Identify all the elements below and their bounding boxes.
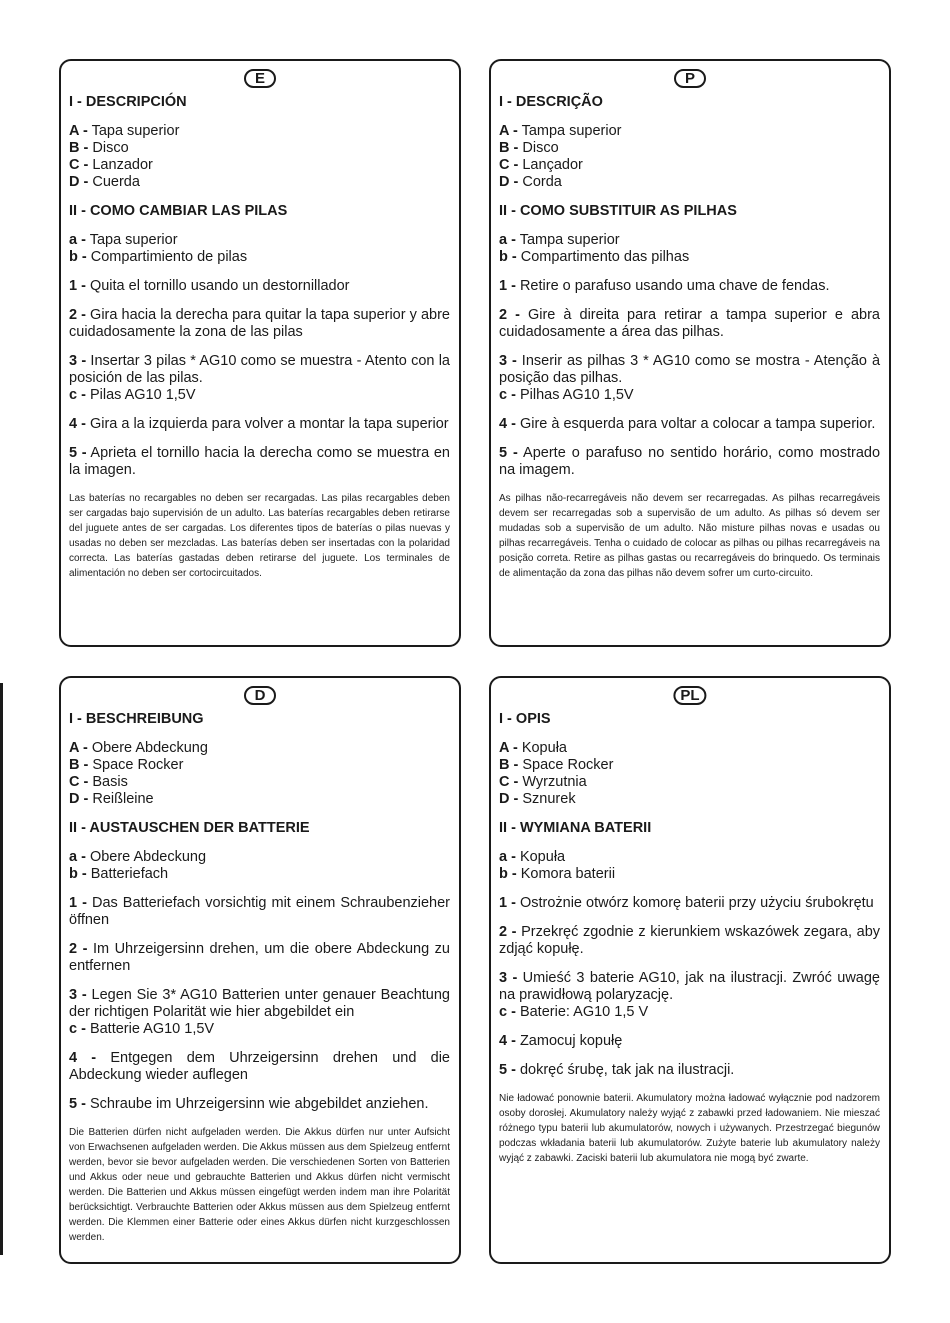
parts-list: [69, 740, 450, 808]
item-text: Kopuła: [515, 849, 566, 865]
item-key: b -: [69, 866, 87, 882]
item-key: D -: [69, 174, 89, 190]
item-text: Entgegen dem Uhrzeigersinn drehen und die Abdeckung wieder auflegen: [69, 1050, 450, 1083]
parts-list: [499, 123, 880, 191]
step-2: [499, 924, 880, 958]
item-key: B -: [499, 140, 519, 156]
item-key: D -: [499, 791, 519, 807]
safety-note: Las baterías no recargables no deben ser recargadas. Las pilas recargables deben ser cargadas bajo supervisión de un adulto. Las baterías recargables deben retirarse del juguete antes de ser cargadas. Los diferentes tipos de baterías o pilas nuevas y usadas no deben ser mezcladas. Las baterías deben ser insertadas con la polaridad correcta. Las baterías gastadas deben retirarse del juguete. Los terminales de alimentación no deben ser cortocircuitados.: [69, 493, 450, 579]
item-text: Tapa superior: [85, 232, 178, 248]
part-item: [69, 757, 450, 774]
sub-parts-list: [69, 232, 450, 266]
part-item: [69, 174, 450, 191]
item-key: b -: [69, 249, 87, 265]
item-text: Compartimiento de pilas: [86, 249, 248, 265]
item-key: 2 -: [69, 307, 86, 323]
item-text: Obere Abdeckung: [87, 740, 208, 756]
part-item: [69, 791, 450, 808]
step-5: [499, 1062, 880, 1079]
sub-parts-list: [499, 849, 880, 883]
language-badge: E: [244, 69, 276, 88]
step-3: [499, 970, 880, 1021]
part-item: [499, 174, 880, 191]
item-key: 3 -: [69, 987, 87, 1003]
sub-part-item: [499, 866, 880, 883]
section-title-description: I - OPIS: [499, 711, 551, 727]
item-text: Im Uhrzeigersinn drehen, um die obere Abdeckung zu entfernen: [69, 941, 450, 974]
item-key: b -: [499, 866, 517, 882]
item-text: Batteriefach: [86, 866, 169, 882]
battery-spec: [69, 387, 450, 404]
item-text: Das Batteriefach vorsichtig mit einem Schraubenzieher öffnen: [69, 895, 451, 928]
item-text: Batterie AG10 1,5V: [85, 1021, 215, 1037]
item-text: Disco: [88, 140, 129, 156]
panel-polish: [489, 676, 891, 1264]
panel-portuguese: [489, 59, 891, 647]
step-2: [69, 307, 450, 341]
language-badge: PL: [673, 686, 706, 705]
item-text: Cuerda: [88, 174, 140, 190]
sub-part-item: [69, 866, 450, 883]
section-title-battery: II - AUSTAUSCHEN DER BATTERIE: [69, 820, 310, 836]
sub-part-item: [499, 849, 880, 866]
sub-part-item: [499, 249, 880, 266]
item-key: 5 -: [499, 445, 518, 461]
item-key: 4 -: [499, 1033, 516, 1049]
item-text: Pilas AG10 1,5V: [85, 387, 196, 403]
item-text: Sznurek: [518, 791, 576, 807]
parts-list: [499, 740, 880, 808]
item-text: Compartimento das pilhas: [516, 249, 690, 265]
step-1: [69, 895, 450, 929]
item-key: C -: [69, 774, 89, 790]
item-key: 3 -: [69, 353, 87, 369]
item-key: A -: [499, 123, 518, 139]
section-title-battery: II - WYMIANA BATERII: [499, 820, 652, 836]
item-key: 5 -: [69, 445, 87, 461]
item-key: 2 -: [499, 307, 520, 323]
step-4: [499, 1033, 880, 1050]
item-text: Wyrzutnia: [518, 774, 587, 790]
step-1: [499, 278, 880, 295]
item-text: Gire à esquerda para voltar a colocar a tampa superior.: [515, 416, 876, 432]
item-key: 4 -: [69, 1050, 97, 1066]
item-text: Gira a la izquierda para volver a montar la tapa superior: [85, 416, 449, 432]
item-text: Aprieta el tornillo hacia la derecha como se muestra en la imagen.: [69, 445, 450, 478]
step-3: [69, 987, 450, 1038]
step-5: [69, 1096, 450, 1113]
item-text: Ostrożnie otwórz komorę baterii przy użyciu śrubokrętu: [515, 895, 874, 911]
item-text: Tapa superior: [87, 123, 180, 139]
part-item: [69, 740, 450, 757]
item-text: Reißleine: [88, 791, 154, 807]
part-item: [69, 774, 450, 791]
item-key: 1 -: [499, 895, 516, 911]
item-key: 1 -: [69, 278, 86, 294]
part-item: [69, 123, 450, 140]
language-badge: D: [244, 686, 276, 705]
item-text: Umieść 3 baterie AG10, jak na ilustracji. Zwróć uwagę na prawidłową polaryzację.: [499, 970, 880, 1003]
sub-part-item: [69, 249, 450, 266]
item-key: A -: [69, 123, 88, 139]
part-item: [499, 123, 880, 140]
step-1: [499, 895, 880, 912]
part-item: [499, 157, 880, 174]
part-item: [499, 757, 880, 774]
item-text: Space Rocker: [88, 757, 184, 773]
panel-german: [59, 676, 461, 1264]
item-key: A -: [69, 740, 88, 756]
item-key: 1 -: [69, 895, 87, 911]
item-text: Legen Sie 3* AG10 Batterien unter genauer Beachtung der richtigen Polarität wie hier abgebildet ein: [69, 987, 450, 1020]
section-title-battery: II - COMO CAMBIAR LAS PILAS: [69, 203, 288, 219]
item-key: 3 -: [499, 970, 518, 986]
battery-spec: [499, 1004, 880, 1021]
panel-spanish: [59, 59, 461, 647]
section-title-description: I - BESCHREIBUNG: [69, 711, 204, 727]
item-key: c -: [69, 387, 86, 403]
parts-list: [69, 123, 450, 191]
item-text: Tampa superior: [517, 123, 622, 139]
item-key: a -: [499, 849, 516, 865]
sub-part-item: [69, 232, 450, 249]
step-3: [499, 353, 880, 404]
item-key: a -: [499, 232, 516, 248]
item-text: Inserir as pilhas 3 * AG10 como se mostra - Atenção à posição das pilhas.: [499, 353, 881, 386]
item-text: Space Rocker: [518, 757, 614, 773]
item-key: c -: [499, 1004, 516, 1020]
part-item: [499, 740, 880, 757]
item-key: 5 -: [69, 1096, 86, 1112]
item-key: D -: [499, 174, 519, 190]
section-title-description: I - DESCRIPCIÓN: [69, 94, 187, 110]
item-text: Przekręć zgodnie z kierunkiem wskazówek zegara, aby zdjąć kopułę.: [499, 924, 881, 957]
part-item: [499, 791, 880, 808]
language-badge: P: [674, 69, 706, 88]
item-text: dokręć śrubę, tak jak na ilustracji.: [515, 1062, 735, 1078]
item-key: C -: [499, 157, 519, 173]
item-text: Aperte o parafuso no sentido horário, como mostrado na imagem.: [499, 445, 881, 478]
item-text: Gire à direita para retirar a tampa superior e abra cuidadosamente a área das pilhas.: [499, 307, 880, 340]
item-key: D -: [69, 791, 89, 807]
item-text: Quita el tornillo usando un destornillador: [85, 278, 350, 294]
item-text: Lanzador: [88, 157, 153, 173]
item-text: Kopuła: [517, 740, 567, 756]
section-title-battery: II - COMO SUBSTITUIR AS PILHAS: [499, 203, 737, 219]
item-text: Retire o parafuso usando uma chave de fendas.: [515, 278, 830, 294]
item-key: B -: [499, 757, 519, 773]
step-5: [499, 445, 880, 479]
item-key: 2 -: [69, 941, 88, 957]
step-4: [69, 416, 450, 433]
battery-spec: [69, 1021, 450, 1038]
step-5: [69, 445, 450, 479]
item-key: 4 -: [69, 416, 86, 432]
item-text: Obere Abdeckung: [85, 849, 207, 865]
item-text: Pilhas AG10 1,5V: [515, 387, 634, 403]
safety-note: Nie ładować ponownie baterii. Akumulatory można ładować wyłącznie pod nadzorem osoby dorosłej. Akumulatory należy wyjąć z zabawki przed ładowaniem. Nie mieszać różnego typu baterii lub akumulatorów, nowych i używanych. Przestrzegać biegunów podczas wkładania baterii lub akumulatorów. Zużyte baterie lub akumulatory należy wyjąć z zabawki. Zaciski baterii lub akumulatora nie mogą być zwarte.: [499, 1093, 880, 1164]
item-key: B -: [69, 140, 89, 156]
item-key: C -: [499, 774, 519, 790]
step-1: [69, 278, 450, 295]
item-text: Disco: [518, 140, 559, 156]
battery-spec: [499, 387, 880, 404]
item-text: Lançador: [518, 157, 583, 173]
item-key: 4 -: [499, 416, 516, 432]
step-3: [69, 353, 450, 404]
safety-note: Die Batterien dürfen nicht aufgeladen werden. Die Akkus dürfen nur unter Aufsicht von Erwachsenen aufgeladen werden. Die Akkus müssen aus dem Spielzeug entfernt werden, bevor sie bevor aufgeladen werden. Die verschiedenen Sorten von Batterien und Akkus oder neue und gebrauchte Batterien und Akkus dürfen nicht vermischt werden. Die Batterien und Akkus müssen eingefügt werden indem man ihre Polarität berücksichtigt. Verbrauchte Batterien oder Akkus müssen aus dem Spielzeug entfernt werden. Die Klemmen einer Batterie oder eines Akkus dürfen nicht kurzgeschlossen werden.: [69, 1127, 450, 1243]
item-key: a -: [69, 849, 86, 865]
item-text: Gira hacia la derecha para quitar la tapa superior y abre cuidadosamente la zona de las pilas: [69, 307, 450, 340]
step-4: [499, 416, 880, 433]
item-key: 3 -: [499, 353, 517, 369]
sub-parts-list: [69, 849, 450, 883]
part-item: [69, 157, 450, 174]
item-key: a -: [69, 232, 86, 248]
item-key: A -: [499, 740, 518, 756]
item-key: b -: [499, 249, 517, 265]
step-4: [69, 1050, 450, 1084]
item-text: Schraube im Uhrzeigersinn wie abgebildet anziehen.: [85, 1096, 429, 1112]
safety-note: As pilhas não-recarregáveis não devem ser recarregadas. As pilhas recarregáveis devem ser recarregadas sob a supervisão de um adulto. As pilhas só devem ser mudadas sob a supervisão de um adulto. Não misture pilhas novas e usadas ou pilhas recarregáveis. Tenha o cuidado de colocar as pilhas ou pilhas recarregáveis na posição correta. Retire as pilhas gastas ou recarregáveis do brinquedo. Os terminais de alimentação da zona das pilhas não devem sofrer um curto-circuito.: [499, 493, 880, 579]
step-2: [499, 307, 880, 341]
sub-parts-list: [499, 232, 880, 266]
item-key: c -: [499, 387, 516, 403]
item-key: 1 -: [499, 278, 516, 294]
item-text: Baterie: AG10 1,5 V: [515, 1004, 649, 1020]
sub-part-item: [69, 849, 450, 866]
part-item: [499, 774, 880, 791]
section-title-description: I - DESCRIÇÃO: [499, 94, 603, 110]
item-key: c -: [69, 1021, 86, 1037]
item-key: B -: [69, 757, 89, 773]
item-text: Tampa superior: [515, 232, 620, 248]
page-edge-mark: [0, 683, 3, 1255]
item-text: Komora baterii: [516, 866, 616, 882]
item-text: Insertar 3 pilas * AG10 como se muestra - Atento con la posición de las pilas.: [69, 353, 450, 386]
item-text: Zamocuj kopułę: [515, 1033, 623, 1049]
item-key: 2 -: [499, 924, 517, 940]
item-key: 5 -: [499, 1062, 516, 1078]
part-item: [69, 140, 450, 157]
sub-part-item: [499, 232, 880, 249]
item-text: Basis: [88, 774, 128, 790]
item-text: Corda: [518, 174, 562, 190]
step-2: [69, 941, 450, 975]
part-item: [499, 140, 880, 157]
item-key: C -: [69, 157, 89, 173]
